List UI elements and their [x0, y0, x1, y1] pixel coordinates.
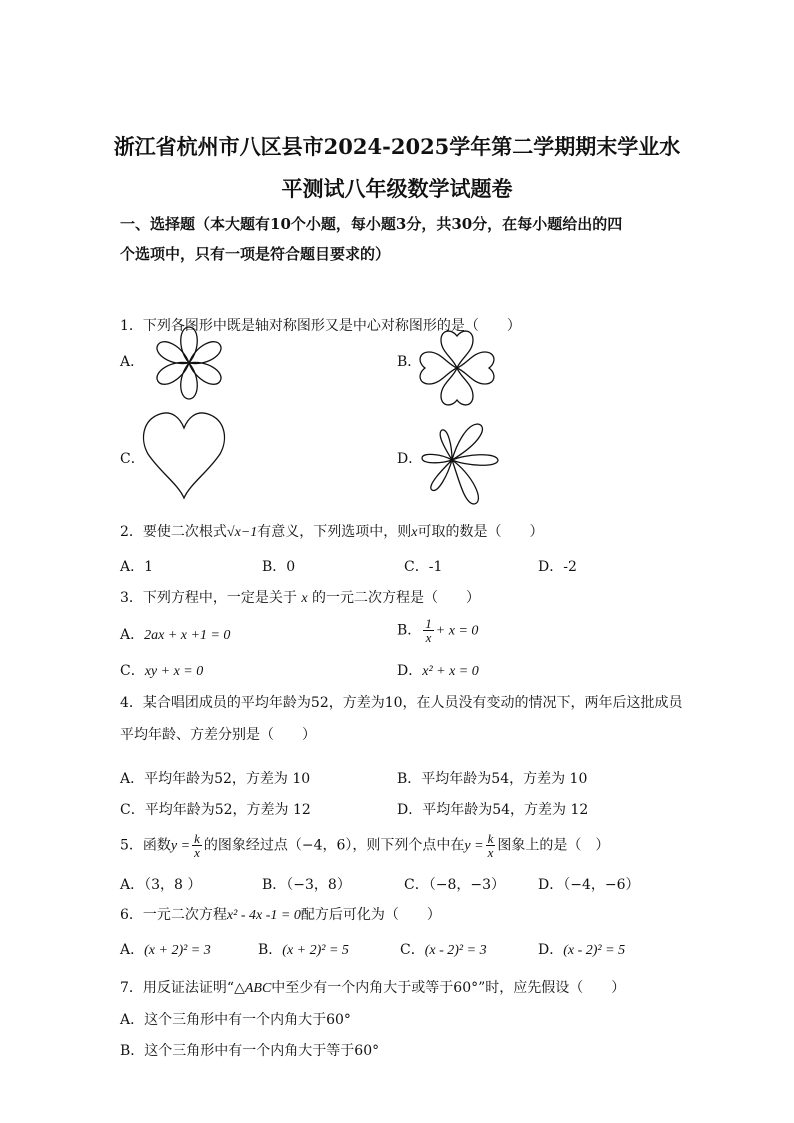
q2-option-c: C．-1: [404, 559, 443, 575]
q2-stem-end: 可取的数是（ ）: [417, 524, 544, 540]
q6-option-d-label: D．: [538, 942, 564, 958]
q5-function-lhs: y =: [170, 838, 191, 854]
fraction-denominator: x: [425, 630, 432, 645]
q2-stem-post: 有意义，下列选项中，则: [257, 524, 412, 540]
q6-option-a-eq: (x + 2)² = 3: [144, 943, 211, 958]
q7-stem: [120, 978, 680, 999]
q2-stem-pre: 2．要使二次根式: [120, 524, 227, 540]
fraction-numerator: 1: [425, 616, 432, 631]
q5-option-d: D．（−4，−6）: [538, 877, 640, 893]
q3-option-b: [397, 617, 478, 644]
q5-function-fraction: [192, 832, 202, 859]
asymmetric-flower-figure: [416, 412, 504, 510]
section-heading-line2: 个选项中，只有一项是符合题目要求的）: [120, 245, 391, 263]
q2-option-a: A．1: [120, 559, 154, 575]
q2-stem: [120, 522, 680, 543]
q3-stem-post: 的一元二次方程是（ ）: [312, 590, 481, 606]
q3-option-d: [397, 661, 479, 682]
section-heading: [120, 209, 680, 269]
q6-stem-pre: 6．一元二次方程: [120, 907, 227, 923]
q6-option-c-eq: (x - 2)² = 3: [424, 943, 487, 958]
q3-option-b-rest: + x = 0: [435, 623, 479, 639]
q3-variable: x: [301, 591, 308, 606]
q2-option-d: D．-2: [538, 559, 577, 575]
q5-stem-post: 图象上的是（ ）: [497, 837, 610, 854]
q3-stem-pre: 3．下列方程中，一定是关于: [120, 590, 297, 606]
q1-stem: 1．下列各图形中既是轴对称图形又是中心对称图形的是（ ）: [120, 318, 521, 334]
q6-option-c: [400, 940, 487, 961]
q3-option-d-eq: x² + x = 0: [422, 664, 479, 679]
page-title-line2: 平测试八年级数学试题卷: [281, 176, 513, 201]
q5-stem: [120, 832, 700, 859]
q3-option-c-eq: xy + x = 0: [144, 664, 204, 679]
six-petal-flower-figure: [140, 326, 238, 404]
q3-stem: [120, 588, 680, 609]
q6-option-d: [538, 940, 625, 961]
fraction-numerator: k: [487, 831, 494, 846]
q4-stem-line1: 4．某合唱团成员的平均年龄为52，方差为10，在人员没有变动的情况下，两年后这批成员: [120, 695, 683, 711]
q1-option-d-label: D．: [397, 451, 423, 467]
fraction-denominator: x: [487, 845, 494, 860]
q3-option-b-label: B．: [397, 622, 422, 639]
fraction-numerator: k: [194, 831, 200, 846]
q3-option-a: [120, 625, 230, 646]
q4-option-d: D．平均年龄为54，方差为 12: [397, 802, 589, 818]
q6-stem: [120, 905, 680, 926]
q5-option-c: C．（−8，−3）: [404, 877, 505, 893]
q6-stem-post: 配方后可化为（ ）: [300, 907, 441, 923]
q4-option-c: C．平均年龄为52，方差为 12: [120, 802, 311, 818]
q7-stem-pre: 7．用反证法证明“: [120, 980, 235, 996]
q1-option-b-label: B．: [397, 354, 422, 370]
q2-radical: √x−1: [226, 525, 258, 540]
q7-stem-post: 中至少有一个内角大于或等于60°”时，应先假设（ ）: [271, 980, 626, 996]
q3-option-a-eq: 2ax + x +1 = 0: [144, 628, 231, 643]
q5-stem-pre: 5．函数: [120, 837, 171, 854]
q4-stem: [120, 693, 690, 745]
q3-option-b-fraction: [423, 617, 434, 644]
four-heart-clover-figure: [415, 326, 499, 410]
section-heading-line1: 一、选择题（本大题有10个小题，每小题3分，共30分，在每小题给出的四: [120, 215, 623, 233]
q1-option-a-label: A．: [120, 354, 145, 370]
fraction-denominator: x: [194, 845, 200, 860]
q4-option-a: A．平均年龄为52，方差为 10: [120, 771, 311, 787]
q4-option-b: B．平均年龄为54，方差为 10: [397, 771, 588, 787]
q4-stem-line2: 平均年龄、方差分别是（ ）: [120, 727, 316, 743]
q5-function-fraction-2: [486, 832, 496, 859]
q5-option-b: B．（−3，8）: [262, 877, 351, 893]
q3-option-a-label: A．: [120, 627, 145, 643]
q6-option-a-label: A．: [120, 942, 145, 958]
q6-option-d-eq: (x - 2)² = 5: [563, 943, 626, 958]
q5-option-a: A．（3，8 ）: [120, 877, 202, 893]
q2-option-b: B．0: [262, 559, 296, 575]
q7-option-b: B．这个三角形中有一个内角大于等于60°: [120, 1043, 380, 1059]
q1-option-c-label: C．: [120, 451, 145, 467]
q6-equation: x² - 4x -1 = 0: [226, 908, 301, 923]
q3-option-c: [120, 661, 203, 682]
q7-triangle: △ABC: [234, 981, 272, 996]
q5-stem-mid: 的图象经过点（−4，6），则下列个点中在: [203, 837, 465, 854]
q6-option-b-label: B．: [258, 942, 283, 958]
q6-option-c-label: C．: [400, 942, 425, 958]
q6-option-b: [258, 940, 349, 961]
q7-option-a: A．这个三角形中有一个内角大于60°: [120, 1012, 351, 1028]
q3-option-c-label: C．: [120, 663, 145, 679]
heart-figure: [140, 410, 228, 504]
q5-function-lhs-2: y =: [464, 838, 484, 854]
q6-option-a: [120, 940, 211, 961]
q3-option-d-label: D．: [397, 663, 423, 679]
page-title-line1: 浙江省杭州市八区县市2024-2025学年第二学期期末学业水: [113, 134, 681, 159]
q6-option-b-eq: (x + 2)² = 5: [282, 943, 349, 958]
q2-variable: x: [411, 525, 418, 540]
